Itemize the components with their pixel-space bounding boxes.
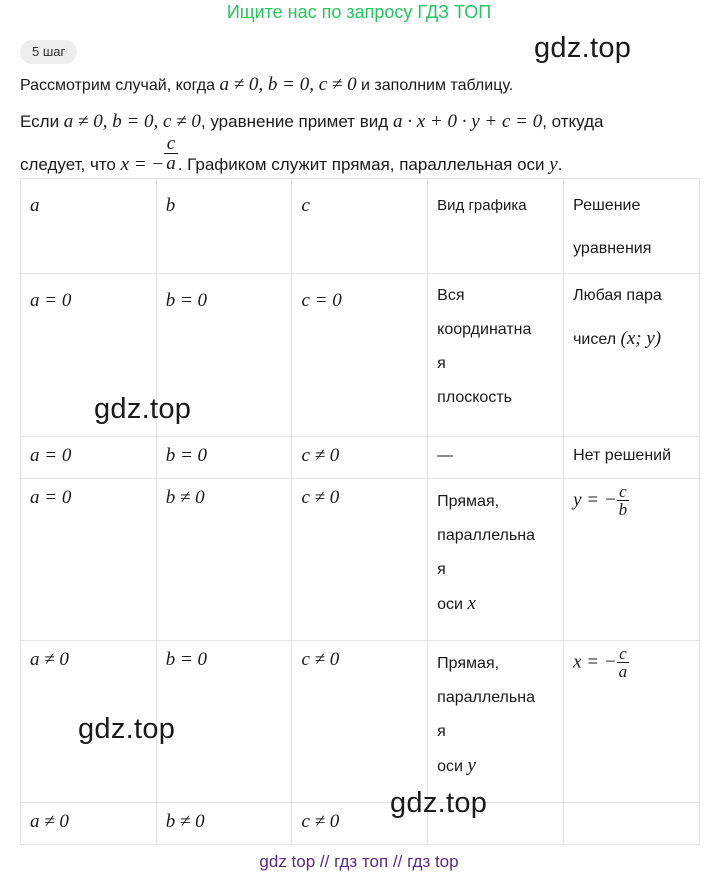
explain-line-1 [20, 111, 603, 133]
row3-graph [428, 479, 564, 641]
explain-t1: Если [20, 112, 64, 131]
row2-a-value: a = 0 [30, 445, 72, 466]
header-sol-2: уравнения [573, 240, 652, 257]
explain-t3: , откуда [542, 112, 604, 131]
header-c [292, 179, 428, 274]
row5-b [156, 803, 292, 845]
row1-s2: чисел [573, 331, 621, 348]
row1-g1: Вся [437, 287, 465, 304]
row5-a-value: a ≠ 0 [30, 811, 69, 832]
row3-c [292, 479, 428, 641]
row2-b [156, 437, 292, 479]
explain-t4: следует, что [20, 154, 121, 174]
explain-m3: x = − [120, 153, 165, 175]
header-graph [428, 179, 564, 274]
row2-graph [428, 437, 564, 479]
row4-g5: y [467, 755, 476, 776]
header-b-label: b [165, 195, 176, 216]
row5-c-value: c ≠ 0 [301, 811, 340, 832]
row1-b-value: b = 0 [165, 290, 208, 311]
header-a [21, 179, 157, 274]
row2-c [292, 437, 428, 479]
intro-after: и заполним таблицу. [356, 77, 514, 94]
row3-g1: Прямая, [437, 493, 500, 510]
header-a-label: a [30, 195, 40, 216]
row3-b-value: b ≠ 0 [165, 487, 205, 508]
row4-b [156, 641, 292, 803]
watermark-left-1: gdz.top [94, 393, 192, 425]
row4-s-lhs: x = − [573, 651, 617, 673]
row4-b-value: b = 0 [165, 649, 208, 670]
header-graph-label: Вид графика [437, 197, 527, 214]
table-row [21, 803, 700, 845]
row1-solution [564, 274, 700, 437]
row4-g4: оси [437, 758, 468, 775]
row4-graph [428, 641, 564, 803]
row3-g5: x [467, 593, 476, 614]
intro-math: a ≠ 0, b = 0, c ≠ 0 [219, 74, 357, 95]
row3-g4: оси [437, 596, 468, 613]
row1-a-value: a = 0 [30, 290, 72, 311]
row3-a [21, 479, 157, 641]
row1-c-value: c = 0 [301, 290, 342, 311]
row2-c-value: c ≠ 0 [301, 445, 340, 466]
explain-fraction [164, 134, 178, 173]
search-banner[interactable]: Ищите нас по запросу ГДЗ ТОП [226, 2, 492, 22]
table-header-row [21, 179, 700, 274]
intro-before: Рассмотрим случай, когда [20, 77, 220, 94]
table-row [21, 437, 700, 479]
table-row [21, 479, 700, 641]
row4-a-value: a ≠ 0 [30, 649, 69, 670]
watermark-left-2: gdz.top [78, 713, 176, 745]
row4-g2: параллельна [437, 689, 535, 706]
footer-links[interactable]: gdz top // гдз топ // гдз top [259, 852, 459, 871]
watermark-top-right: gdz.top [534, 32, 632, 64]
row1-g2: координатна [437, 321, 532, 338]
explain-line-2 [20, 134, 562, 173]
row2-solution [564, 437, 700, 479]
explain-frac-den: a [166, 153, 176, 174]
row3-frac-num: c [619, 482, 627, 501]
row4-c [292, 641, 428, 803]
explain-t2: , уравнение примет вид [200, 112, 393, 131]
row3-g2: параллельна [437, 527, 535, 544]
row1-c [292, 274, 428, 437]
header-b [156, 179, 292, 274]
row3-a-value: a = 0 [30, 487, 72, 508]
explain-frac-num: c [166, 133, 176, 154]
row4-solution [564, 641, 700, 803]
watermark-bottom: gdz.top [390, 787, 488, 819]
row3-solution [564, 479, 700, 641]
row4-g1: Прямая, [437, 655, 500, 672]
row3-b [156, 479, 292, 641]
explain-m2: a · x + 0 · y + c = 0 [392, 111, 543, 132]
explain-t5: . Графиком служит прямая, параллельная оси [177, 154, 550, 174]
row4-frac-num: c [619, 644, 627, 663]
row1-s3: (x; y) [620, 328, 662, 349]
explain-t6: . [557, 154, 563, 174]
row3-s-lhs: y = − [573, 489, 617, 511]
step-badge: 5 шаг [20, 40, 77, 64]
row4-g3: я [437, 723, 446, 740]
row4-c-value: c ≠ 0 [301, 649, 340, 670]
row1-graph [428, 274, 564, 437]
explain-m4: y [549, 153, 558, 175]
row5-b-value: b ≠ 0 [165, 811, 205, 832]
row4-frac-den: a [618, 662, 628, 681]
row2-s1: Нет решений [573, 447, 672, 464]
row5-a [21, 803, 157, 845]
explain-m1: a ≠ 0, b = 0, c ≠ 0 [63, 111, 201, 132]
row1-g3: я [437, 355, 446, 372]
row3-c-value: c ≠ 0 [301, 487, 340, 508]
header-sol-1: Решение [573, 197, 641, 214]
row3-frac-den: b [618, 500, 628, 519]
header-solution [564, 179, 700, 274]
row3-g3: я [437, 561, 446, 578]
row2-g1: — [437, 447, 454, 464]
header-c-label: c [301, 195, 310, 216]
intro-text [20, 74, 513, 96]
row1-s1: Любая пара [573, 287, 662, 304]
row2-a [21, 437, 157, 479]
row2-b-value: b = 0 [165, 445, 208, 466]
row3-fraction [617, 483, 630, 518]
row5-solution [564, 803, 700, 845]
row1-g4: плоскость [437, 389, 512, 406]
row4-fraction [617, 645, 630, 680]
